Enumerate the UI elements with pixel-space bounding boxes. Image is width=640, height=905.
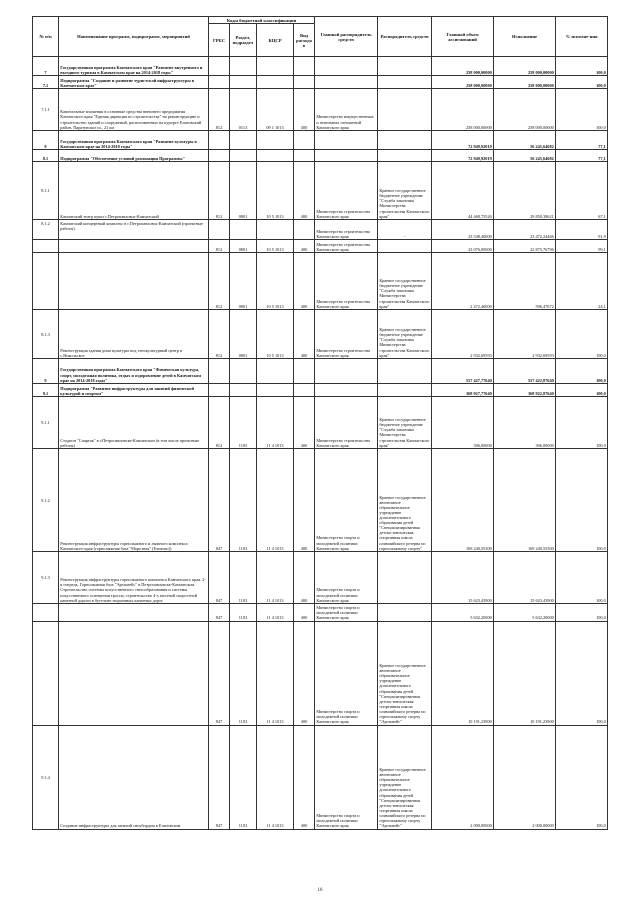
cell-vid: 400	[294, 253, 315, 310]
cell-kcsr: 10 5 1013	[257, 162, 294, 220]
cell-kcsr: 10 5 1013	[257, 253, 294, 310]
cell-no: 8.1.3	[33, 310, 59, 359]
cell-volume: 368 927,77640	[432, 384, 494, 397]
cell-kcsr: 11 4 1013	[257, 397, 294, 449]
cell-manager	[378, 552, 432, 604]
cell-main-manager: Министерство имущественных и земельных отношений Камчатского края	[315, 89, 378, 131]
cell-main-manager: Министерство строительства Камчатского края	[315, 397, 378, 449]
cell-no: 7.1.1	[33, 89, 59, 131]
cell-execution: 2 932,69593	[494, 310, 556, 359]
cell-no: 9.1.2	[33, 449, 59, 552]
cell-no: 9.1	[33, 384, 59, 397]
cell-vid: 400	[294, 725, 315, 829]
cell-no: 8.1.2	[33, 220, 59, 240]
cell-execution: 2 000,00000	[494, 725, 556, 829]
cell-kcsr: 10 5 1013	[257, 240, 294, 253]
cell-razdel	[230, 220, 257, 240]
cell-percent: 100,0	[556, 310, 608, 359]
table-row	[33, 552, 608, 604]
cell-grbs: 847	[209, 552, 230, 604]
cell-volume: 10 191,23900	[432, 621, 494, 725]
cell-kcsr	[257, 220, 294, 240]
cell-main-manager: Министерство строительства Камчатского края	[315, 220, 378, 240]
header-volume: Главный объем ассигнований	[432, 17, 494, 57]
cell-vid: 400	[294, 449, 315, 552]
header-main-manager: Главный распорядитель средств	[315, 17, 378, 57]
cell-volume: 15 623,43900	[432, 552, 494, 604]
cell-manager	[378, 89, 432, 131]
table-row	[33, 240, 608, 253]
cell-name: Капитальные вложения в основные средства внешнего предприятия Камчатского края "Единая дирекция по строительству" на реконструкцию и строительство зданий и сооружений, расположенных на курорте Елизовский район, Паратунское ш., 21 км	[59, 89, 209, 131]
cell-kcsr: 11 4 1013	[257, 725, 294, 829]
cell-percent: 100,0	[556, 397, 608, 449]
cell-execution: 23 472,24466	[494, 220, 556, 240]
cell-grbs: 812	[209, 397, 230, 449]
cell-manager: -	[378, 220, 432, 240]
cell-volume: 23 548,40000	[432, 220, 494, 240]
cell-razdel: 0801	[230, 253, 257, 310]
header-razdel: Раздел, подраздел	[230, 24, 257, 57]
cell-execution: 22 875,76796	[494, 240, 556, 253]
cell-kcsr: 10 5 1013	[257, 310, 294, 359]
cell-volume: 258 000,00000	[432, 76, 494, 89]
table-row	[33, 621, 608, 725]
table-row	[33, 162, 608, 220]
cell-no: 7.1	[33, 76, 59, 89]
page-number: 16	[317, 888, 323, 893]
cell-execution: 5 632,20000	[494, 604, 556, 621]
table-row	[33, 131, 608, 150]
cell-manager	[378, 604, 432, 621]
cell-vid: 400	[294, 552, 315, 604]
cell-volume: 2 472,40000	[432, 253, 494, 310]
cell-grbs: 812	[209, 253, 230, 310]
cell-execution: 15 623,43900	[494, 552, 556, 604]
cell-kcsr: 11 4 1013	[257, 552, 294, 604]
cell-no: 7	[33, 57, 59, 76]
cell-volume: 258 000,00000	[432, 57, 494, 76]
cell-volume: 2 932,69593	[432, 310, 494, 359]
cell-name: Камчатский концертный комплекс в г.Петропавловск-Камчатский (проектные работы)	[59, 220, 209, 240]
cell-percent: 77,1	[556, 131, 608, 150]
cell-vid: 400	[294, 89, 315, 131]
cell-volume: 557 427,77640	[432, 359, 494, 384]
cell-manager: Краевое государственное бюджетное учреждение "Служба заказчика Министерства строительства Камчатского края"	[378, 253, 432, 310]
cell-kcsr: 09 1 1013	[257, 89, 294, 131]
header-execution: Исполнение	[494, 17, 556, 57]
cell-name: Подпрограмма "Обеспечение условий реализации Программы"	[59, 150, 209, 162]
cell-percent: 99,1	[556, 240, 608, 253]
cell-manager: Краевое государственное автономное образовательное учреждение дополнительного образования детей "Специализированная детско-юношеская спортивная школа олимпийского резерва по горнолыжному спорту "Эдельвейс"	[378, 621, 432, 725]
header-no: № п/п	[33, 17, 59, 57]
cell-name: Создание инфраструктуры для занятий сноубордом в Елизовском	[59, 725, 209, 829]
cell-vid: 400	[294, 162, 315, 220]
cell-no: 9.1.3	[33, 552, 59, 604]
cell-percent: 100,0	[556, 725, 608, 829]
cell-vid	[294, 220, 315, 240]
header-manager: Распорядитель средств	[378, 17, 432, 57]
cell-kcsr: 11 4 1013	[257, 621, 294, 725]
cell-percent: 100,0	[556, 604, 608, 621]
cell-manager: Краевое государственное бюджетное учреждение "Служба заказчика Министерства строительства Камчатского края"	[378, 162, 432, 220]
table-row	[33, 449, 608, 552]
cell-execution: 29 850,38621	[494, 162, 556, 220]
cell-percent: 24,1	[556, 253, 608, 310]
table-row	[33, 310, 608, 359]
cell-grbs: 812	[209, 240, 230, 253]
cell-name: Государственная программа Камчатского края "Развитие внутреннего и въездного туризма в Камчатском крае на 2014-2018 годы"	[59, 57, 209, 76]
cell-percent: 100,0	[556, 76, 608, 89]
cell-no: 9.1.1	[33, 397, 59, 449]
cell-razdel: 0113	[230, 89, 257, 131]
cell-razdel: 1105	[230, 397, 257, 449]
cell-execution: 596,47672	[494, 253, 556, 310]
cell-percent: 100,0	[556, 552, 608, 604]
cell-execution: 56 245,64682	[494, 150, 556, 162]
cell-name: Реконструкция инфраструктуры горнолыжного комплекса Камчатского края. 2-я очередь. Горнолыжная база "Эдельвейс" в Петропавловске-Камчатском. Строительство системы искусственного снегообразования и системы искусственного освещения трассы; строительство 4-х местной скоростной канатной дороги в бугельно-подъемных канатных дорог	[59, 552, 209, 604]
cell-name: Подпрограмма "Развитие инфраструктуры для занятий физической культурой и спортом"	[59, 384, 209, 397]
cell-no: 8.1.1	[33, 162, 59, 220]
budget-table	[32, 16, 608, 830]
table-row	[33, 57, 608, 76]
cell-no: 8	[33, 131, 59, 150]
cell-name: Стадион "Спартак" в г.Петропавловске-Камчатском (в том числе проектные работы)	[59, 397, 209, 449]
cell-kcsr: 11 4 1013	[257, 604, 294, 621]
cell-razdel: 1103	[230, 604, 257, 621]
header-percent: % исполне-ния	[556, 17, 608, 57]
cell-percent: 100,0	[556, 384, 608, 397]
cell-volume: 2 000,00000	[432, 725, 494, 829]
cell-razdel: 0801	[230, 162, 257, 220]
cell-execution: 557 422,87640	[494, 359, 556, 384]
cell-razdel: 1103	[230, 725, 257, 829]
cell-vid: 400	[294, 604, 315, 621]
cell-volume: 5 632,20000	[432, 604, 494, 621]
cell-grbs: 847	[209, 449, 230, 552]
cell-volume: 258 000,00000	[432, 89, 494, 131]
cell-name: Государственная программа Камчатского края "Развитие культуры в Камчатском крае на 2014-2018 годы"	[59, 131, 209, 150]
cell-execution: 169 240,55300	[494, 449, 556, 552]
header-kcsr: КЦСР	[257, 24, 294, 57]
cell-name: Реконструкция здания дома культуры под этнокультурный центр в с.Никольское	[59, 310, 209, 359]
table-row	[33, 253, 608, 310]
cell-name: Реконструкция инфраструктуры горнолыжного и лыжного комплекса Камчатского края (горнолыжная база "Морозная" (Елизово))	[59, 449, 209, 552]
cell-execution: 368 922,87640	[494, 384, 556, 397]
cell-percent: 100,0	[556, 621, 608, 725]
cell-grbs	[209, 220, 230, 240]
cell-razdel: 1103	[230, 552, 257, 604]
table-row	[33, 76, 608, 89]
cell-grbs: 847	[209, 725, 230, 829]
table-row	[33, 384, 608, 397]
cell-percent: 100,0	[556, 359, 608, 384]
cell-vid: 400	[294, 310, 315, 359]
cell-percent: 91,9	[556, 220, 608, 240]
cell-execution: 10 191,23900	[494, 621, 556, 725]
cell-main-manager: Министерство строительства Камчатского края	[315, 310, 378, 359]
cell-execution: 258 000,00000	[494, 89, 556, 131]
cell-no: 8.1	[33, 150, 59, 162]
cell-grbs: 812	[209, 310, 230, 359]
table-row	[33, 725, 608, 829]
cell-execution: 56 245,64682	[494, 131, 556, 150]
cell-razdel: 0801	[230, 240, 257, 253]
cell-percent: 67,1	[556, 162, 608, 220]
cell-razdel: 1103	[230, 449, 257, 552]
cell-grbs: 847	[209, 621, 230, 725]
cell-no: 9	[33, 359, 59, 384]
table-row	[33, 397, 608, 449]
cell-manager: Краевое государственное бюджетное учреждение "Служба заказчика Министерства строительства Камчатского края"	[378, 397, 432, 449]
cell-razdel: 0801	[230, 310, 257, 359]
cell-main-manager: Министерство спорта и молодежной политики Камчатского края	[315, 604, 378, 621]
cell-execution: 258 000,00000	[494, 57, 556, 76]
cell-vid: 400	[294, 621, 315, 725]
cell-volume: 23 076,00000	[432, 240, 494, 253]
header-budget-codes: Коды бюджетной классификации	[209, 17, 315, 24]
table-row	[33, 359, 608, 384]
cell-kcsr: 11 4 1013	[257, 449, 294, 552]
table-row	[33, 89, 608, 131]
cell-main-manager: Министерство спорта и молодежной политики Камчатского края	[315, 725, 378, 829]
cell-main-manager: Министерство спорта и молодежной политики Камчатского края	[315, 552, 378, 604]
cell-percent: 100,0	[556, 449, 608, 552]
cell-name: Камчатский театр кукол г.Петропавловск-Камчатский	[59, 162, 209, 220]
cell-main-manager: Министерство строительства Камчатского края	[315, 240, 378, 253]
header-program: Наименование программ, подпрограмм, мероприятий	[59, 17, 209, 57]
cell-main-manager: Министерство спорта и молодежной политики Камчатского края	[315, 621, 378, 725]
cell-execution: 396,00000	[494, 397, 556, 449]
cell-vid: 400	[294, 240, 315, 253]
cell-volume: 44 468,75526	[432, 162, 494, 220]
cell-volume: 72 949,92019	[432, 131, 494, 150]
cell-percent: 100,0	[556, 57, 608, 76]
cell-main-manager: Министерство спорта и молодежной политики Камчатского края	[315, 449, 378, 552]
cell-grbs: 812	[209, 162, 230, 220]
cell-manager: Краевое государственное бюджетное учреждение "Служба заказчика Министерства строительства Камчатского края"	[378, 310, 432, 359]
cell-volume: 72 949,92019	[432, 150, 494, 162]
cell-manager	[378, 240, 432, 253]
header-vid: Вид расходов	[294, 24, 315, 57]
cell-main-manager: Министерство строительства Камчатского края	[315, 162, 378, 220]
cell-grbs: 847	[209, 604, 230, 621]
table-row	[33, 150, 608, 162]
cell-percent: 100,0	[556, 89, 608, 131]
cell-volume: 396,00000	[432, 397, 494, 449]
cell-execution: 258 000,00000	[494, 76, 556, 89]
cell-manager: Краевое государственное автономное образовательное учреждение дополнительного образования детей "Специализированная детско-юношеская спортивная школа олимпийского резерва по горнолыжному спорту "Эдельвейс"	[378, 725, 432, 829]
cell-vid: 400	[294, 397, 315, 449]
cell-razdel: 1103	[230, 621, 257, 725]
cell-volume: 169 240,55300	[432, 449, 494, 552]
header-grbs: ГРБС	[209, 24, 230, 57]
cell-grbs: 812	[209, 89, 230, 131]
table-row	[33, 220, 608, 240]
cell-no: 9.1.4	[33, 725, 59, 829]
cell-percent: 77,1	[556, 150, 608, 162]
cell-manager: Краевое государственное автономное образовательное учреждение дополнительного образования детей "Специализированная детско-юношеская спортивная школа олимпийского резерва по горнолыжному спорту"	[378, 449, 432, 552]
table-row	[33, 604, 608, 621]
cell-name: Государственная программа Камчатского края "Физическая культура, спорт, молодежная политика, отдых и оздоровление детей в Камчатском крае на 2014-2018 годы"	[59, 359, 209, 384]
cell-main-manager: Министерство строительства Камчатского края	[315, 253, 378, 310]
cell-name: Подпрограмма "Создание и развитие туристской инфраструктуры в Камчатском крае"	[59, 76, 209, 89]
